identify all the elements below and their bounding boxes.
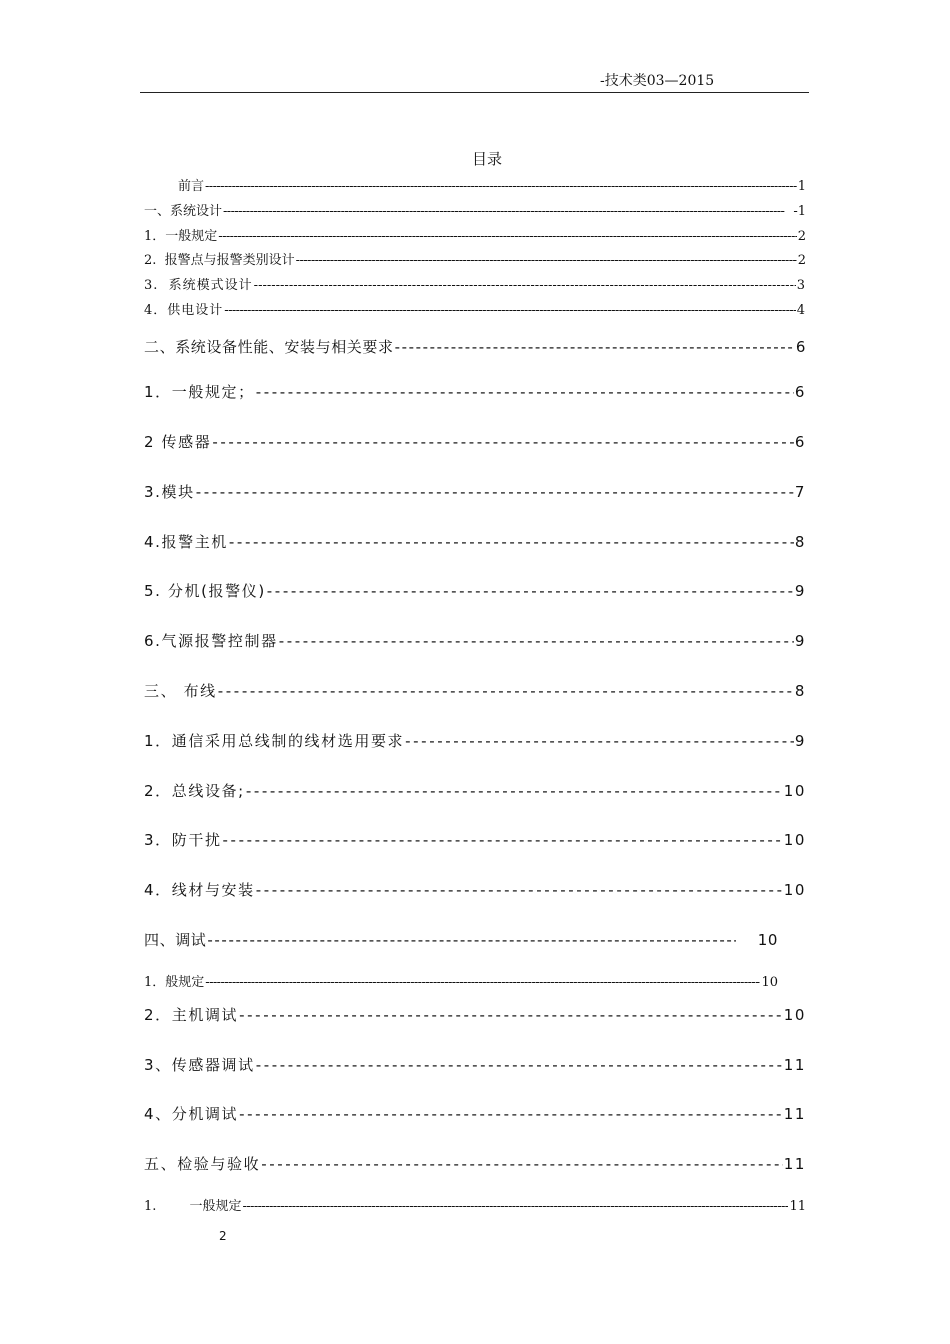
toc-entry-page: 2 xyxy=(797,253,806,268)
toc-leader-dots xyxy=(246,782,783,800)
toc-entry[interactable] xyxy=(144,200,806,219)
toc-entry-label: 2．主机调试 xyxy=(144,1006,239,1024)
header-divider xyxy=(140,92,809,93)
toc-entry-page: 8 xyxy=(794,682,806,700)
toc-entry-label: 6.气源报警控制器 xyxy=(144,632,278,650)
toc-leader-dots xyxy=(239,1006,783,1024)
toc-entry-label: 4、分机调试 xyxy=(144,1105,239,1123)
toc-entry[interactable] xyxy=(144,299,806,318)
toc-entry-page: 10 xyxy=(761,975,778,990)
toc-entry-label: 4．供电设计 xyxy=(144,303,224,318)
toc-leader-dots xyxy=(239,1105,783,1123)
toc-entry[interactable] xyxy=(144,531,806,552)
toc-entry[interactable] xyxy=(144,879,806,900)
toc-entry-label: 3.模块 xyxy=(144,483,195,501)
toc-entry-label: 3．防干扰 xyxy=(144,831,222,849)
toc-entry[interactable] xyxy=(144,730,806,751)
toc-leader-dots xyxy=(218,229,796,244)
toc-entry[interactable] xyxy=(144,481,806,502)
toc-entry-label: 二、系统设备性能、安装与相关要求 xyxy=(144,338,394,356)
toc-entry-label: 3. 系统模式设计 xyxy=(144,278,253,293)
toc-entry-page: 9 xyxy=(794,732,806,750)
toc-entry[interactable] xyxy=(144,1103,806,1124)
toc-entry[interactable] xyxy=(144,929,778,950)
toc-leader-dots xyxy=(205,975,760,990)
toc-leader-dots xyxy=(223,204,785,219)
toc-entry[interactable] xyxy=(144,680,806,701)
toc-entry[interactable] xyxy=(144,971,778,990)
toc-entry-page: 10 xyxy=(783,881,806,899)
toc-entry-page: 9 xyxy=(794,632,806,650)
toc-title: 目录 xyxy=(472,150,503,168)
toc-leader-dots xyxy=(229,533,794,551)
toc-entry-label: 2．总线设备; xyxy=(144,782,245,800)
toc-leader-dots xyxy=(205,179,797,194)
toc-entry-label: 4．线材与安装 xyxy=(144,881,255,899)
toc-entry[interactable] xyxy=(144,630,806,651)
toc-leader-dots xyxy=(223,831,783,849)
toc-entry-label: 1. 一般规定 xyxy=(144,1199,242,1214)
toc-entry-page: 10 xyxy=(783,782,806,800)
toc-entry[interactable] xyxy=(144,1054,806,1075)
toc-entry[interactable] xyxy=(178,175,806,194)
toc-entry[interactable] xyxy=(144,249,806,268)
toc-entry-label: 三、 布线 xyxy=(144,682,217,700)
toc-leader-dots xyxy=(296,253,797,268)
toc-entry-label: 3、传感器调试 xyxy=(144,1056,255,1074)
toc-entry-page: 10 xyxy=(783,1006,806,1024)
toc-entry-label: 4.报警主机 xyxy=(144,533,228,551)
toc-entry-page: 1 xyxy=(797,179,806,194)
toc-entry-label: 5. 分机(报警仪) xyxy=(144,582,266,600)
toc-entry-label: 2 传感器 xyxy=(144,433,212,451)
toc-entry-label: 一、系统设计 xyxy=(144,204,223,219)
toc-entry-page: -1 xyxy=(793,204,806,219)
toc-entry-label: 2. 报警点与报警类别设计 xyxy=(144,253,295,268)
toc-entry-page: 3 xyxy=(796,278,806,293)
toc-entry-page: 10 xyxy=(783,831,806,849)
toc-leader-dots xyxy=(261,1155,783,1173)
toc-entry-page: 9 xyxy=(794,582,806,600)
toc-entry[interactable] xyxy=(144,580,806,601)
toc-entry-page: 10 xyxy=(757,931,778,949)
toc-entry-label: 前言 xyxy=(178,179,205,194)
toc-leader-dots xyxy=(224,303,795,318)
toc-entry-page: 6 xyxy=(794,383,806,401)
toc-entry[interactable] xyxy=(144,829,806,850)
toc-entry-page: 7 xyxy=(794,483,806,501)
toc-leader-dots xyxy=(218,682,794,700)
toc-entry-label: 1．通信采用总线制的线材选用要求 xyxy=(144,732,405,750)
toc-leader-dots xyxy=(196,483,794,501)
toc-entry-page: 8 xyxy=(794,533,806,551)
toc-entry[interactable] xyxy=(144,225,806,244)
toc-entry[interactable] xyxy=(144,381,806,402)
toc-leader-dots xyxy=(212,433,794,451)
toc-entry[interactable] xyxy=(144,780,806,801)
toc-leader-dots xyxy=(242,1199,788,1214)
toc-entry[interactable] xyxy=(144,431,806,452)
toc-leader-dots xyxy=(256,383,794,401)
toc-entry-page: 11 xyxy=(783,1056,806,1074)
toc-entry-page: 11 xyxy=(783,1155,806,1173)
toc-entry-page: 4 xyxy=(796,303,806,318)
toc-entry-label: 1．般规定 xyxy=(144,975,205,990)
toc-entry[interactable] xyxy=(144,1195,806,1214)
toc-leader-dots xyxy=(207,931,735,949)
toc-entry[interactable] xyxy=(144,336,806,357)
toc-leader-dots xyxy=(395,338,795,356)
toc-leader-dots xyxy=(256,881,783,899)
toc-leader-dots xyxy=(405,732,794,750)
document-code-header: -技术类03—2015 xyxy=(600,73,715,89)
toc-entry-page: 11 xyxy=(789,1199,806,1214)
toc-leader-dots xyxy=(256,1056,783,1074)
page-number: 2 xyxy=(219,1229,227,1243)
toc-entry[interactable] xyxy=(144,1004,806,1025)
toc-entry-label: 1．一般规定 xyxy=(144,229,218,244)
toc-entry[interactable] xyxy=(144,1153,806,1174)
toc-leader-dots xyxy=(254,278,796,293)
toc-leader-dots xyxy=(279,632,794,650)
toc-entry-page: 6 xyxy=(795,338,806,356)
toc-entry-label: 1．一般规定； xyxy=(144,383,255,401)
toc-leader-dots xyxy=(267,582,794,600)
toc-entry-label: 四、调试 xyxy=(144,931,207,949)
toc-entry-page: 2 xyxy=(797,229,806,244)
toc-entry-label: 五、检验与验收 xyxy=(144,1155,261,1173)
toc-entry-page: 11 xyxy=(783,1105,806,1123)
toc-entry[interactable] xyxy=(144,274,806,293)
toc-entry-page: 6 xyxy=(794,433,806,451)
